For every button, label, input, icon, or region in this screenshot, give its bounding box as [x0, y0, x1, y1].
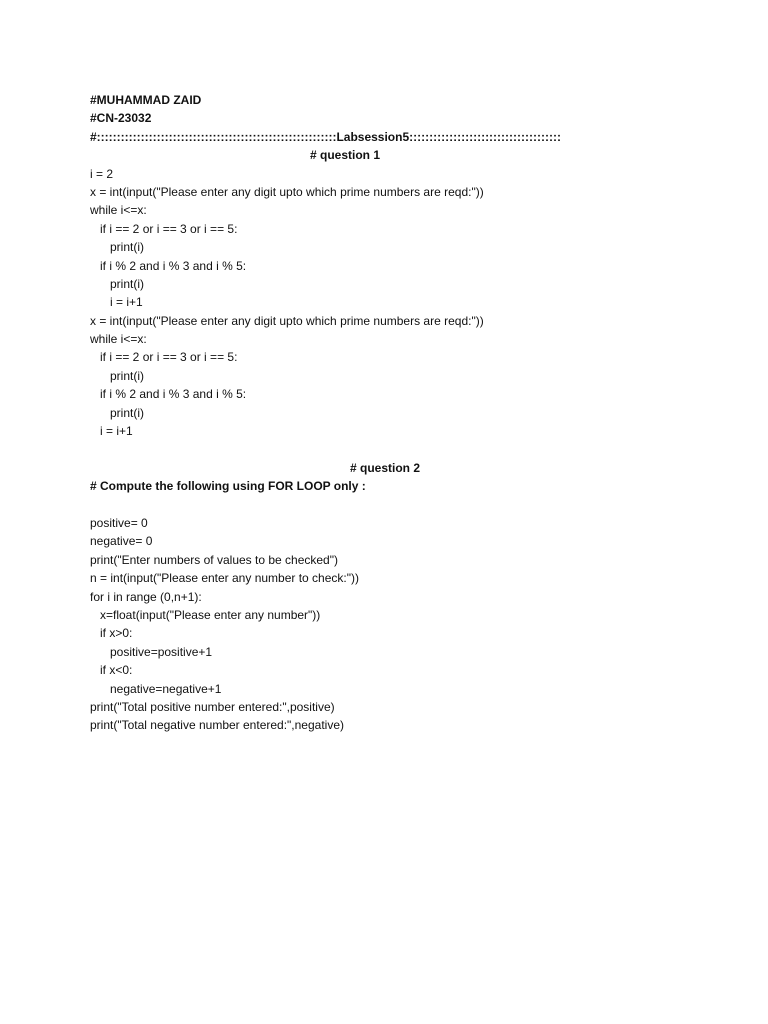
code-line: while i<=x:: [90, 332, 147, 347]
code-line: print("Enter numbers of values to be checked"): [90, 552, 338, 567]
code-line: if i == 2 or i == 3 or i == 5:: [90, 221, 238, 236]
code-line: x = int(input("Please enter any digit upto which prime numbers are reqd:")): [90, 313, 484, 328]
code-line: print("Total negative number entered:",negative): [90, 718, 344, 733]
code-line: if i % 2 and i % 3 and i % 5:: [90, 258, 247, 273]
author-name: #MUHAMMAD ZAID: [90, 93, 202, 107]
code-line: while i<=x:: [90, 203, 147, 218]
code-line: positive=positive+1: [90, 644, 213, 659]
lab-session-title: #::::::::::::::::::::::::::::::::::::::::::::::::::::::::::::Labsession5::::::::::::::::::::::::::::::::::::::: [90, 129, 561, 144]
code-line: print(i): [90, 405, 145, 420]
code-line: n = int(input("Please enter any number to check:")): [90, 571, 359, 586]
code-line: if x>0:: [90, 626, 133, 641]
question-2-heading: # question 2: [349, 460, 420, 475]
code-line: i = i+1: [90, 295, 143, 310]
code-line: negative= 0: [90, 534, 153, 549]
code-line: if i == 2 or i == 3 or i == 5:: [90, 350, 238, 365]
code-line: positive= 0: [90, 515, 148, 530]
code-line: if i % 2 and i % 3 and i % 5:: [90, 387, 247, 402]
code-line: if x<0:: [90, 663, 133, 678]
code-line: print("Total positive number entered:",positive): [90, 699, 335, 714]
code-line: x = int(input("Please enter any digit upto which prime numbers are reqd:")): [90, 184, 484, 199]
code-line: for i in range (0,n+1):: [90, 589, 202, 604]
question-1-code: [90, 165, 690, 441]
code-line: negative=negative+1: [90, 681, 222, 696]
question-2-code: [90, 514, 690, 735]
code-line: print(i): [90, 240, 145, 255]
blank-line: [90, 496, 690, 514]
roll-number: #CN-23032: [90, 111, 152, 126]
code-line: i = i+1: [90, 424, 133, 439]
question-2-subheading: # Compute the following using FOR LOOP only :: [90, 479, 366, 494]
code-line: print(i): [90, 368, 145, 383]
blank-line: [90, 440, 690, 458]
document-content: [90, 91, 690, 735]
question-1-heading: # question 1: [309, 148, 380, 163]
code-line: print(i): [90, 276, 145, 291]
code-line: x=float(input("Please enter any number")): [90, 607, 321, 622]
code-line: i = 2: [90, 166, 114, 181]
